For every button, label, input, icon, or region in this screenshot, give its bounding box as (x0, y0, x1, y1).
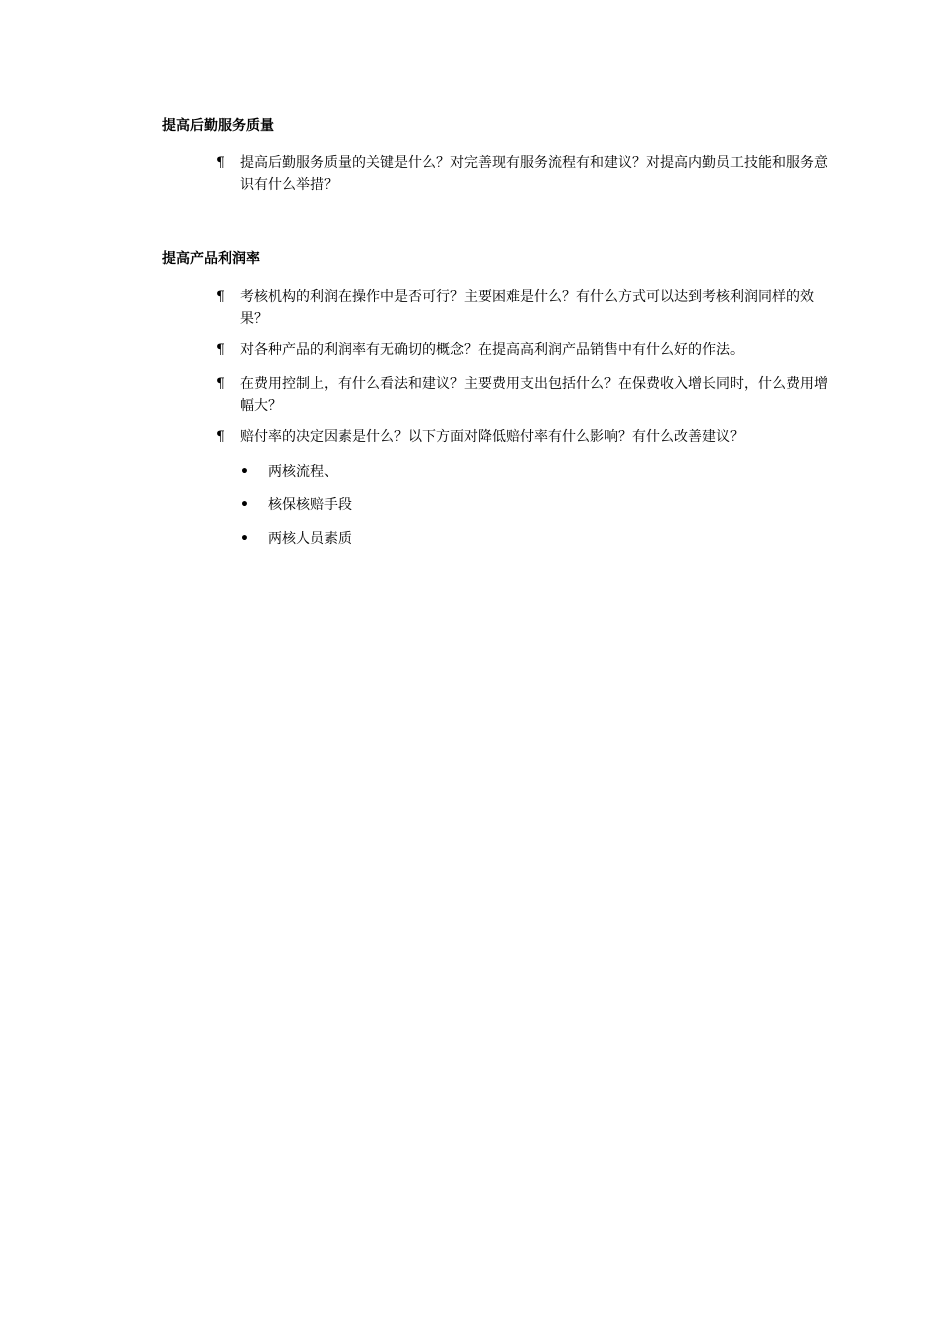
list-item (216, 339, 841, 361)
bullet-item (240, 461, 338, 483)
bullet-item (240, 528, 352, 550)
pilcrow-icon: ¶ (216, 376, 225, 392)
pilcrow-icon: ¶ (216, 429, 225, 445)
list-item (216, 373, 841, 417)
bullet-icon: • (240, 531, 249, 547)
bullet-icon: • (240, 464, 249, 480)
section-heading-service-quality: 提高后勤服务质量 (162, 118, 274, 134)
bullet-text: 两核人员素质 (268, 531, 352, 547)
item-text: 对各种产品的利润率有无确切的概念？在提高高利润产品销售中有什么好的作法。 (240, 342, 744, 358)
bullet-item (240, 494, 352, 516)
list-item (216, 426, 841, 448)
bullet-text: 两核流程、 (268, 464, 338, 480)
list-item (216, 152, 841, 196)
bullet-icon: • (240, 497, 249, 513)
section-heading-profit-margin: 提高产品利润率 (162, 251, 260, 267)
item-text: 提高后勤服务质量的关键是什么？对完善现有服务流程有和建议？对提高内勤员工技能和服务意识有什么举措？ (240, 155, 828, 193)
item-text: 考核机构的利润在操作中是否可行？主要困难是什么？有什么方式可以达到考核利润同样的效果？ (240, 289, 814, 327)
pilcrow-icon: ¶ (216, 342, 225, 358)
bullet-text: 核保核赔手段 (268, 497, 352, 513)
pilcrow-icon: ¶ (216, 155, 225, 171)
pilcrow-icon: ¶ (216, 289, 225, 305)
list-item (216, 286, 841, 330)
item-text: 赔付率的决定因素是什么？以下方面对降低赔付率有什么影响？有什么改善建议？ (240, 429, 744, 445)
item-text: 在费用控制上，有什么看法和建议？主要费用支出包括什么？在保费收入增长同时，什么费用增幅大？ (240, 376, 828, 414)
